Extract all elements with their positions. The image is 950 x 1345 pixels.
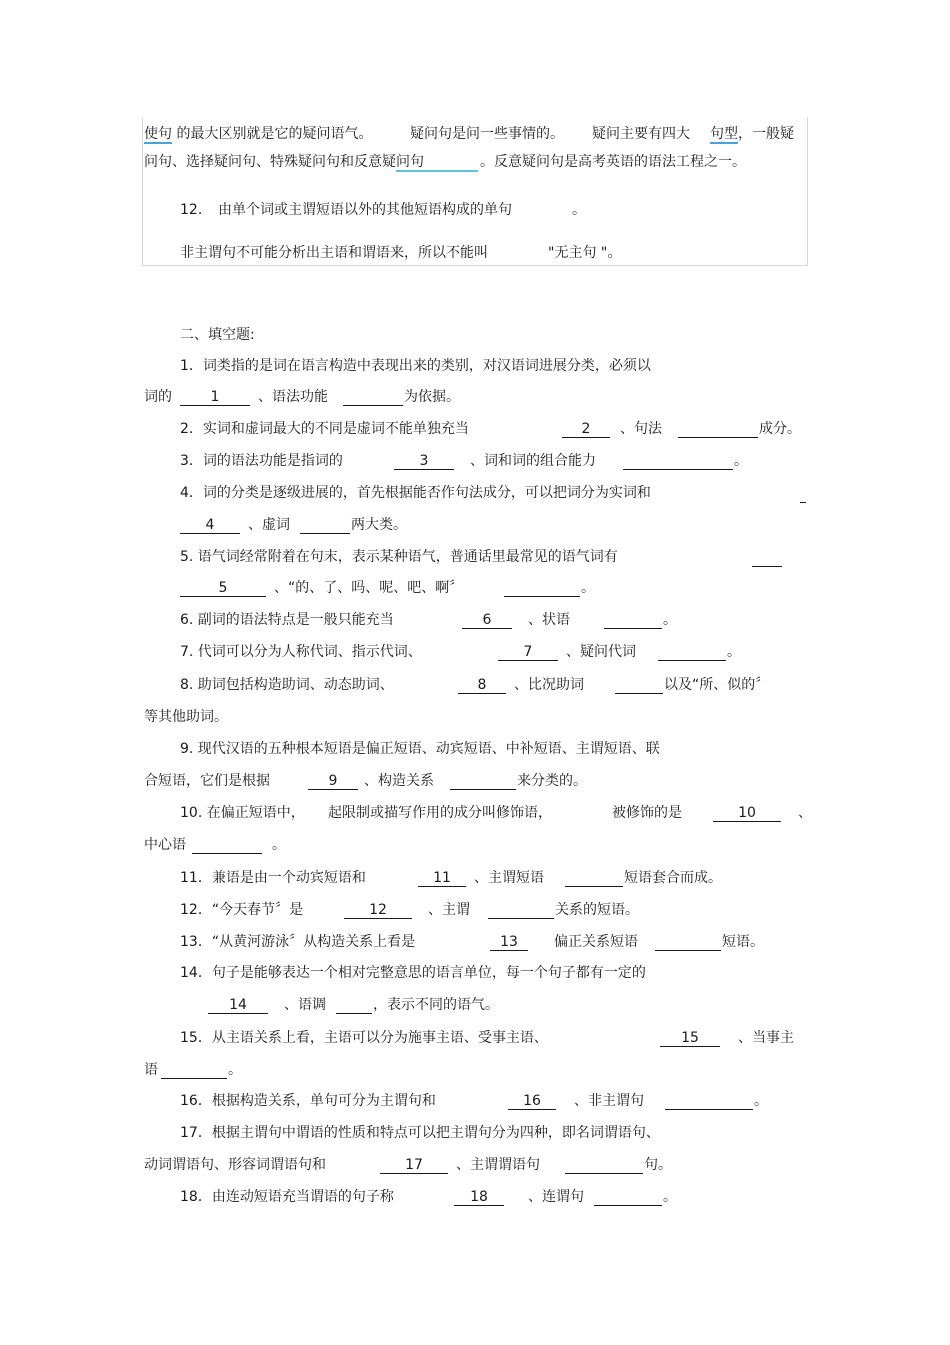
box-text: 12. (180, 202, 203, 218)
answer-blank: 9 (308, 773, 358, 790)
answer-blank: 16 (508, 1093, 556, 1110)
answer-blank (192, 837, 262, 854)
question-text: 。 (272, 837, 286, 853)
answer-blank: 12 (344, 902, 412, 919)
question-text: 、非主谓句 (574, 1093, 644, 1109)
question-text: 、连谓句 (528, 1189, 584, 1205)
box-text: 。反意疑问句是高考英语的语法工程之一。 (480, 154, 746, 170)
section-title: 二、填空题: (180, 327, 255, 343)
highlight-underline (396, 170, 478, 172)
question-text: 1．词类指的是词在语言构造中表现出来的类别，对汉语词进展分类，必须以 (180, 358, 651, 374)
question-text: 。 (581, 580, 595, 596)
question-text: 动词谓语句、形容词谓语句和 (144, 1157, 326, 1173)
question-text: 、疑问代词 (566, 644, 636, 660)
box-text: 非主谓句不可能分析出主语和谓语来，所以不能叫 (180, 245, 488, 261)
question-text: 来分类的。 (517, 773, 587, 789)
question-text: 等其他助词。 (144, 709, 228, 725)
answer-blank (678, 421, 758, 438)
question-text: 语 (144, 1062, 158, 1078)
box-text: 疑问主要有四大 (592, 126, 690, 142)
box-line-1 (144, 124, 372, 144)
box-text: 问句、选择疑问句、特殊疑问句和反意疑问句 (144, 154, 424, 170)
answer-blank (488, 902, 554, 919)
answer-blank: 13 (490, 934, 528, 951)
question-text: 起限制或描写作用的成分叫修饰语， (328, 805, 552, 821)
question-text: 5. 语气词经常附着在句末，表示某种语气，普通话里最常见的语气词有 (180, 549, 618, 565)
question-text: 被修饰的是 (612, 805, 682, 821)
question-text: 11．兼语是由一个动宾短语和 (180, 870, 366, 886)
answer-blank (161, 1062, 227, 1079)
question-text: 成分。 (759, 421, 801, 437)
question-text: 3．词的语法功能是指词的 (180, 453, 343, 469)
question-text: 、构造关系 (364, 773, 434, 789)
answer-blank (565, 870, 623, 887)
answer-blank (300, 517, 350, 534)
answer-blank: 18 (454, 1189, 504, 1206)
question-text: 、主谓 (428, 902, 470, 918)
answer-blank: 15 (660, 1030, 720, 1047)
answer-blank (655, 934, 721, 951)
answer-blank: 5 (180, 580, 266, 597)
question-text: 、 (798, 805, 812, 821)
box-text: 由单个词或主谓短语以外的其他短语构成的单句 (218, 202, 512, 218)
question-text: 、语调 (284, 997, 326, 1013)
question-text: 以及“所、似的〞 (664, 677, 770, 693)
question-text: 、当事主 (738, 1030, 794, 1046)
question-text: 合短语，它们是根据 (144, 773, 270, 789)
question-text: 两大类。 (351, 517, 407, 533)
question-text: 、主谓短语 (474, 870, 544, 886)
box-line-1-end (710, 124, 794, 144)
answer-blank: 6 (462, 612, 512, 629)
answer-blank (594, 1189, 662, 1206)
answer-blank: 8 (458, 677, 506, 694)
question-text: ，表示不同的语气。 (373, 997, 499, 1013)
answer-blank: 2 (562, 421, 610, 438)
question-text: 。 (663, 1189, 677, 1205)
question-text: 。 (663, 612, 677, 628)
question-text: 17．根据主谓句中谓语的性质和特点可以把主谓句分为四种，即名词谓语句、 (180, 1125, 660, 1141)
question-text: 短语套合而成。 (624, 870, 722, 886)
answer-blank (504, 580, 580, 597)
box-text: ，一般疑 (738, 126, 794, 142)
box-text: 的最大区别就是它的疑问语气。 (176, 126, 373, 142)
answer-blank: 3 (394, 453, 454, 470)
question-text: 、“的、了、吗、呢、吧、啊〞 (274, 580, 464, 596)
question-text: 偏正关系短语 (554, 934, 638, 950)
answer-blank: 14 (208, 997, 268, 1014)
question-text: 中心语 (144, 837, 186, 853)
question-text: 4．词的分类是逐级进展的，首先根据能否作句法成分，可以把词分为实词和 (180, 485, 651, 501)
question-text: 18．由连动短语充当谓语的句子称 (180, 1189, 394, 1205)
question-text: 句。 (644, 1157, 672, 1173)
question-text: 8. 助词包括构造助词、动态助词、 (180, 677, 394, 693)
question-text: 16．根据构造关系，单句可分为主谓句和 (180, 1093, 436, 1109)
answer-blank (665, 1093, 753, 1110)
question-text: 9. 现代汉语的五种根本短语是偏正短语、动宾短语、中补短语、主谓短语、联 (180, 741, 660, 757)
question-text: 、句法 (620, 421, 662, 437)
question-text: 12．“今天春节〞是 (180, 902, 304, 918)
answer-blank (623, 453, 733, 470)
question-text: 15．从主语关系上看，主语可以分为施事主语、受事主语、 (180, 1030, 548, 1046)
answer-blank: 17 (380, 1157, 448, 1174)
question-text: 短语。 (722, 934, 764, 950)
answer-blank: 1 (180, 389, 250, 406)
answer-blank-start (752, 566, 782, 567)
question-text: 。 (727, 644, 741, 660)
question-text: 。 (228, 1062, 242, 1078)
answer-blank: 7 (498, 644, 558, 661)
question-text: 。 (734, 453, 748, 469)
answer-blank (615, 677, 663, 694)
answer-blank (343, 389, 403, 406)
question-text: 2．实词和虚词最大的不同是虚词不能单独充当 (180, 421, 469, 437)
question-text: 词的 (144, 389, 172, 405)
answer-blank (658, 644, 726, 661)
answer-blank: 10 (713, 805, 781, 822)
question-text: 、虚词 (248, 517, 290, 533)
answer-blank (450, 773, 516, 790)
question-text: 、比况助词 (514, 677, 584, 693)
question-text: 。 (754, 1093, 768, 1109)
question-text: 6. 副词的语法特点是一般只能充当 (180, 612, 394, 628)
question-text: 、状语 (528, 612, 570, 628)
answer-blank: 11 (418, 870, 466, 887)
box-text: 使句 (144, 126, 172, 142)
question-text: 14．句子是能够表达一个相对完整意思的语言单位，每一个句子都有一定的 (180, 965, 646, 981)
box-text: "无主句 "。 (548, 245, 622, 261)
question-text: 13．“从黄河游泳〞从构造关系上看是 (180, 934, 416, 950)
answer-blank (565, 1157, 643, 1174)
question-text: 、主谓谓语句 (456, 1157, 540, 1173)
question-text: 关系的短语。 (555, 902, 639, 918)
answer-blank: 4 (180, 517, 240, 534)
box-text: 。 (572, 202, 586, 218)
question-text: 、语法功能 (258, 389, 328, 405)
answer-blank (604, 612, 662, 629)
question-text: 10. 在偏正短语中， (180, 805, 305, 821)
stray-mark (800, 502, 806, 503)
question-text: 7. 代词可以分为人称代词、指示代词、 (180, 644, 422, 660)
answer-blank (336, 997, 372, 1014)
box-text: 句型 (710, 126, 738, 142)
question-text: 为依据。 (404, 389, 460, 405)
question-text: 、词和词的组合能力 (470, 453, 596, 469)
box-text: 疑问句是问一些事情的。 (410, 126, 564, 142)
